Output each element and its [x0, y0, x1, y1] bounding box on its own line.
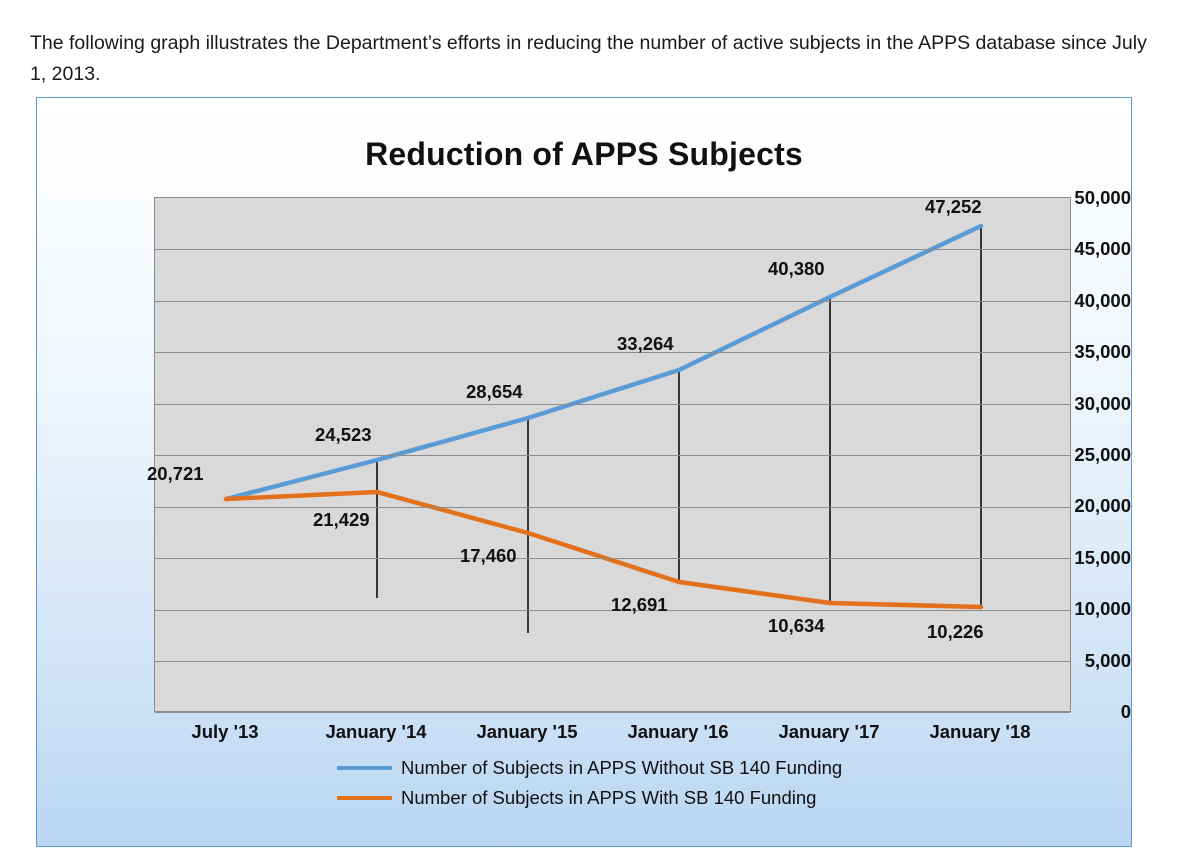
chart-legend	[337, 753, 842, 813]
legend-label: Number of Subjects in APPS With SB 140 Funding	[401, 787, 817, 808]
data-label-with-funding: 12,691	[611, 594, 668, 615]
data-label-without-funding: 24,523	[315, 424, 372, 445]
x-tick-label: January '17	[778, 721, 880, 742]
chart-title: Reduction of APPS Subjects	[365, 136, 803, 172]
gridline	[155, 301, 1070, 302]
y-tick-label: 30,000	[1074, 393, 1131, 414]
data-label-with-funding: 10,634	[768, 615, 825, 636]
intro-paragraph: The following graph illustrates the Department’s efforts in reducing the number of active subjects in the APPS database since July 1, 2013.	[30, 31, 1147, 85]
y-tick-label: 20,000	[1074, 495, 1131, 516]
legend-label: Number of Subjects in APPS Without SB 140 Funding	[401, 757, 843, 778]
data-label-with-funding: 10,226	[927, 621, 984, 642]
y-tick-label: 15,000	[1074, 547, 1131, 568]
gridline	[155, 661, 1070, 662]
y-tick-label: 45,000	[1074, 238, 1131, 259]
legend-item-with-funding[interactable]	[337, 783, 842, 813]
series-line-without-funding	[226, 226, 981, 499]
y-tick-label: 35,000	[1074, 341, 1131, 362]
data-label-without-funding: 47,252	[925, 196, 982, 217]
y-tick-label: 40,000	[1074, 290, 1131, 311]
gridline	[155, 455, 1070, 456]
x-tick-label: January '15	[476, 721, 578, 742]
plot-area	[147, 196, 1071, 712]
gridline	[155, 404, 1070, 405]
legend-swatch-orange	[337, 796, 392, 800]
gridline	[155, 352, 1070, 353]
data-label-with-funding: 21,429	[313, 509, 370, 530]
y-tick-label: 25,000	[1074, 444, 1131, 465]
data-label-without-funding: 40,380	[768, 258, 825, 279]
x-tick-label: January '14	[325, 721, 427, 742]
gridline	[155, 507, 1070, 508]
x-tick-label: January '16	[627, 721, 729, 742]
data-label-without-funding: 28,654	[466, 381, 523, 402]
gridline	[155, 712, 1070, 713]
data-label-without-funding: 33,264	[617, 333, 674, 354]
y-tick-label: 10,000	[1074, 598, 1131, 619]
legend-swatch-blue	[337, 766, 392, 770]
y-tick-label: 0	[1120, 701, 1131, 722]
y-tick-label: 5,000	[1084, 650, 1131, 671]
gridline	[155, 558, 1070, 559]
x-tick-label: July '13	[191, 721, 259, 742]
data-label-with-funding: 17,460	[460, 545, 517, 566]
data-label-without-funding: 20,721	[147, 463, 204, 484]
x-tick-label: January '18	[929, 721, 1031, 742]
chart-container	[36, 97, 1132, 847]
legend-item-without-funding[interactable]	[337, 753, 842, 783]
y-tick-label: 50,000	[1074, 187, 1131, 208]
gridline	[155, 249, 1070, 250]
